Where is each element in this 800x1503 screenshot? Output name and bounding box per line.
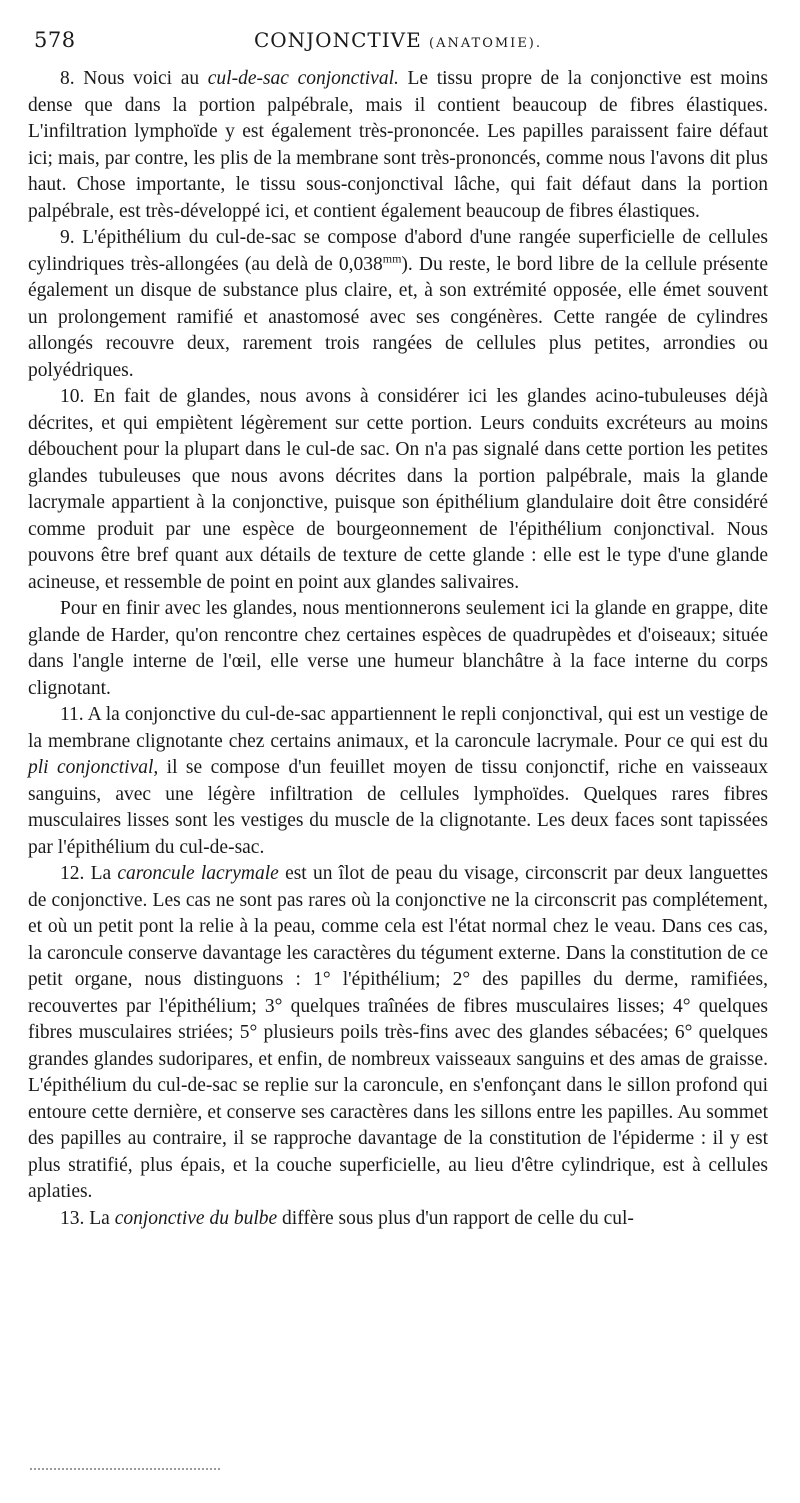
paragraph-text: diffère sous plus d'un rapport de celle du cul- [277, 1207, 634, 1229]
paragraph-number: 8. [60, 68, 75, 89]
paragraph-number: 12. [60, 863, 85, 884]
paragraph-text: Pour en finir avec les glandes, nous mentionnerons seulement ici la glande en grappe, dite glande de Harder, qu'on rencontre chez certaines espèces de quadrupèdes et d'oiseaux; située dans l'angle interne de l'œil, elle verse une humeur blanchâtre à la face interne du corps clignotant. [28, 598, 768, 699]
paragraph-glandes [28, 596, 768, 702]
body-text [28, 66, 768, 1232]
paragraph-8 [28, 66, 768, 225]
paragraph-text: ). Du reste, le bord libre de la cellule présente également un disque de substance plus claire, et, à son extrémité opposée, elle émet souvent un prolongement ramifié et anastomosé avec ses congénères. Cette rangée de cylindres allongés recouvre deux, rarement trois rangées de cellules plus petites, arrondies ou polyédriques. [28, 253, 768, 381]
paragraph-text: Nous voici au [74, 68, 208, 89]
footer-rule [30, 1468, 220, 1470]
paragraph-text: est un îlot de peau du visage, circonscrit par deux languettes de conjonctive. Les cas ne sont pas rares où la conjonctive ne la circonscrit pas complétement, et où un petit pont la relie à la peau, comme cela est l'état normal chez le veau. Dans ces cas, la caroncule conserve davantage les caractères du tégument externe. Dans la constitution de ce petit organe, nous distinguons : 1° l'épithélium; 2° des papilles du derme, ramifiées, recouvertes par l'épithélium; 3° quelques traînées de fibres musculaires lisses; 4° quelques fibres musculaires striées; 5° plusieurs poils très-fins avec des glandes sébacées; 6° quelques grandes glandes sudoripares, et enfin, de nombreux vaisseaux sanguins et des amas de graisse. L'épithélium du cul-de-sac se replie sur la caroncule, en s'enfonçant dans le sillon profond qui entoure cette dernière, et conserve ses caractères dans les sillons entre les papilles. Au sommet des papilles au contraire, il se rapproche davantage de la constitution de l'épiderme : il y est plus stratifié, plus épais, et la couche superficielle, au lieu d'être cylindrique, est à cellules aplaties. [28, 863, 768, 1202]
paragraph-text: Le tissu propre de la conjonctive est moins dense que dans la portion palpébrale, mais il contient beaucoup de fibres élastiques. L'infiltration lymphoïde y est également très-prononcée. Les papilles paraissent faire défaut ici; mais, par contre, les plis de la membrane sont très-prononcés, comme nous l'avons dit plus haut. Chose importante, le tissu sous-conjonctival lâche, qui fait défaut dans la portion palpébrale, est très-développé ici, et contient également beaucoup de fibres élastiques. [28, 68, 768, 222]
paragraph-11 [28, 702, 768, 861]
unit-superscript: mm [382, 251, 402, 265]
paragraph-12 [28, 861, 768, 1206]
running-head [28, 28, 768, 52]
italic-term: conjonctive du bulbe [114, 1207, 278, 1229]
page [28, 22, 768, 1232]
italic-term: pli conjonctival, [28, 757, 159, 778]
paragraph-number: 9. [60, 227, 75, 248]
italic-term: caroncule lacrymale [117, 863, 279, 884]
page-header [28, 22, 768, 62]
paragraph-13 [28, 1206, 768, 1233]
paragraph-text: La [84, 1207, 115, 1229]
running-head-title: CONJONCTIVE [253, 28, 422, 52]
paragraph-text: A la conjonctive du cul-de-sac appartiennent le repli conjonctival, qui est un vestige de la membrane clignotante chez certains animaux, et la caroncule lacrymale. Pour ce qui est du [28, 704, 768, 752]
paragraph-9 [28, 225, 768, 384]
page-number: 578 [34, 28, 76, 52]
running-head-subtitle: (ANATOMIE). [429, 36, 543, 51]
paragraph-number: 11. [60, 704, 84, 725]
paragraph-text: En fait de glandes, nous avons à considérer ici les glandes acino-tubuleuses déjà décrites, et qui empiètent légèrement sur cette portion. Leurs conduits excréteurs au moins débouchent pour la plupart dans le cul-de sac. On n'a pas signalé dans cette portion les petites glandes tubuleuses que nous avons décrites dans la portion palpébrale, mais la glande lacrymale appartient à la conjonctive, puisque son épithélium glandulaire doit être considéré comme produit par une espèce de bourgeonnement de l'épithélium conjonctival. Nous pouvons être bref quant aux détails de texture de cette glande : elle est le type d'une glande acineuse, et ressemble de point en point aux glandes salivaires. [28, 386, 768, 593]
paragraph-text: La [84, 863, 118, 884]
paragraph-10 [28, 384, 768, 596]
paragraph-text: L'épithélium du cul-de-sac se compose d'abord d'une rangée superficielle de cellules cylindriques très-allongées (au delà de 0,038 [28, 227, 768, 275]
paragraph-text: il se compose d'un feuillet moyen de tissu conjonctif, riche en vaisseaux sanguins, avec une légère infiltration de cellules lymphoïdes. Quelques rares fibres musculaires lisses sont les vestiges du muscle de la clignotante. Les deux faces sont tapissées par l'épithélium du cul-de-sac. [28, 757, 768, 858]
italic-term: cul-de-sac conjonctival. [207, 68, 399, 89]
paragraph-number: 10. [60, 386, 85, 407]
paragraph-number: 13. [60, 1207, 85, 1229]
